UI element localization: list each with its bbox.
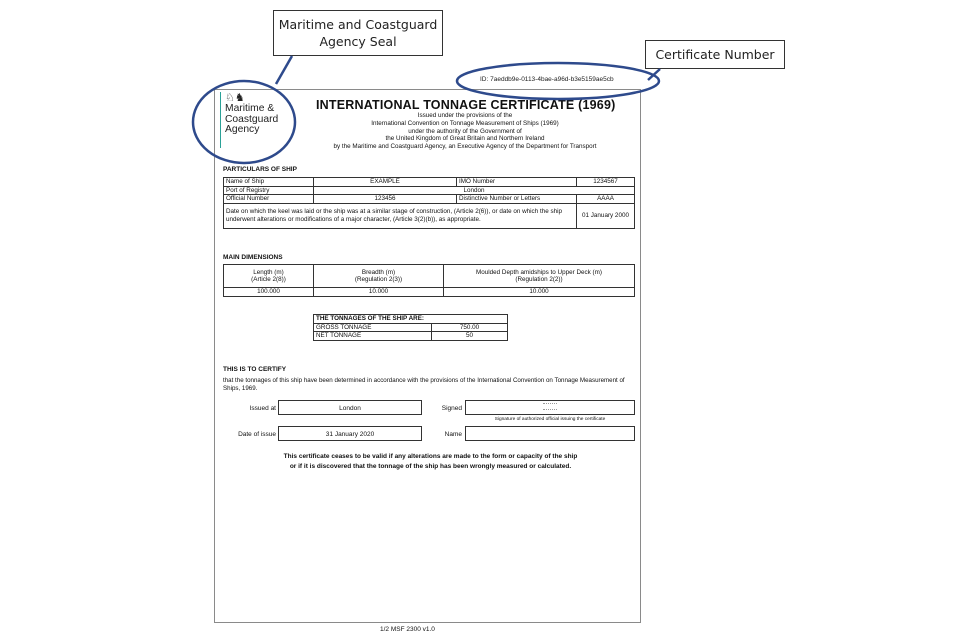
gross-tonnage-label: GROSS TONNAGE [314, 323, 432, 332]
imo-number-value: 1234567 [577, 178, 635, 187]
depth-label: Moulded Depth amidships to Upper Deck (m) [476, 268, 602, 276]
net-tonnage-label: NET TONNAGE [314, 332, 432, 341]
name-of-ship-label: Name of Ship [224, 178, 314, 187]
validity-note-line1: This certificate ceases to be valid if any alterations are made to the form or capacity of the ship [283, 453, 578, 460]
gross-tonnage-value: 750.00 [432, 323, 508, 332]
certificate-id: ID: 7aeddb9e-0113-4bae-a96d-b3e5159ae5cb [480, 76, 614, 83]
page-footer: 1/2 MSF 2300 v1.0 [380, 626, 435, 633]
table-row [224, 288, 635, 297]
particulars-table [223, 177, 635, 229]
official-number-label: Official Number [224, 195, 314, 204]
table-row [314, 332, 508, 341]
seal-callout-line2: Agency Seal [319, 34, 397, 49]
breadth-sub: (Regulation 2(3)) [354, 276, 403, 283]
signed-label: Signed [441, 405, 462, 412]
date-of-issue-field: 31 January 2020 [278, 426, 422, 441]
depth-header [444, 265, 635, 288]
port-of-registry-value: London [314, 186, 635, 195]
length-header [224, 265, 314, 288]
certificate-number-callout-box [645, 40, 785, 69]
table-row [224, 195, 635, 204]
logo-line-3: Agency [225, 124, 260, 135]
subtitle-line: Issued under the provisions of the [417, 112, 513, 119]
subtitle-line: under the authority of the Government of [408, 127, 522, 135]
royal-crest-icon: ♘♞ [225, 92, 245, 104]
signature-mark-icon [543, 403, 557, 410]
name-of-ship-value: EXAMPLE [314, 178, 457, 187]
depth-sub: (Regulation 2(2)) [515, 276, 563, 283]
breadth-value: 10.000 [314, 288, 444, 297]
name-field [465, 426, 635, 441]
certificate-subtitle [290, 112, 640, 151]
breadth-label: Breadth (m) [361, 268, 396, 276]
logo-line-1: Maritime & [225, 103, 275, 114]
table-row [224, 178, 635, 187]
imo-number-label: IMO Number [457, 178, 577, 187]
particulars-heading: PARTICULARS OF SHIP [223, 166, 297, 173]
net-tonnage-value: 50 [432, 332, 508, 341]
name-label: Name [444, 431, 462, 438]
seal-callout-box [273, 10, 443, 56]
validity-note [218, 452, 643, 471]
subtitle-line: International Convention on Tonnage Measurement of Ships (1969) [371, 119, 559, 127]
validity-note-line2: or if it is discovered that the tonnage of the ship has been wrongly measured or calculated. [289, 462, 572, 470]
official-number-value: 123456 [314, 195, 457, 204]
signature-field [465, 400, 635, 415]
tonnages-heading: THE TONNAGES OF THE SHIP ARE: [314, 315, 508, 324]
port-of-registry-label: Port of Registry [224, 186, 314, 195]
certificate-number-callout-label: Certificate Number [655, 47, 775, 62]
table-row [224, 203, 635, 228]
tonnages-table [313, 314, 508, 341]
certify-text: that the tonnages of this ship have been determined in accordance with the provisions of the International Convention on Tonnage Measurement of Ships, 1969. [223, 377, 625, 392]
subtitle-line: the United Kingdom of Great Britain and Northern Ireland [385, 135, 545, 143]
mca-logo [220, 92, 295, 148]
table-row [314, 315, 508, 324]
seal-callout-connector [276, 56, 292, 84]
distinctive-letters-label: Distinctive Number or Letters [457, 195, 577, 204]
distinctive-letters-value: AAAA [577, 195, 635, 204]
table-row [314, 323, 508, 332]
keel-date-value: 01 January 2000 [577, 203, 635, 228]
length-sub: (Article 2(8)) [251, 276, 286, 283]
dimensions-table [223, 264, 635, 297]
signature-caption: Signature of authorized official issuing the certificate [494, 417, 606, 422]
cert-callout-connector [648, 69, 660, 80]
issued-at-label: Issued at [249, 405, 276, 412]
depth-value: 10.000 [444, 288, 635, 297]
table-row [224, 265, 635, 288]
length-label: Length (m) [253, 268, 284, 276]
subtitle-line: by the Maritime and Coastguard Agency, an Executive Agency of the Department for Transport [333, 143, 597, 151]
date-of-issue-label: Date of issue [238, 431, 276, 438]
keel-date-label: Date on which the keel was laid or the ship was at a similar stage of construction, (Article 2(6)), or date on which the ship underwent alterations or modifications of a major character, (Article 3(2)(b)), as appropriate. [224, 203, 577, 228]
logo-line-2: Coastguard [225, 113, 279, 125]
breadth-header [314, 265, 444, 288]
certificate-title: INTERNATIONAL TONNAGE CERTIFICATE (1969) [316, 98, 616, 112]
dimensions-heading: MAIN DIMENSIONS [223, 254, 283, 261]
certify-heading: THIS IS TO CERTIFY [223, 366, 287, 373]
table-row [224, 186, 635, 195]
length-value: 100.000 [224, 288, 314, 297]
seal-callout-line1: Maritime and Coastguard [278, 17, 438, 32]
issued-at-field: London [278, 400, 422, 415]
